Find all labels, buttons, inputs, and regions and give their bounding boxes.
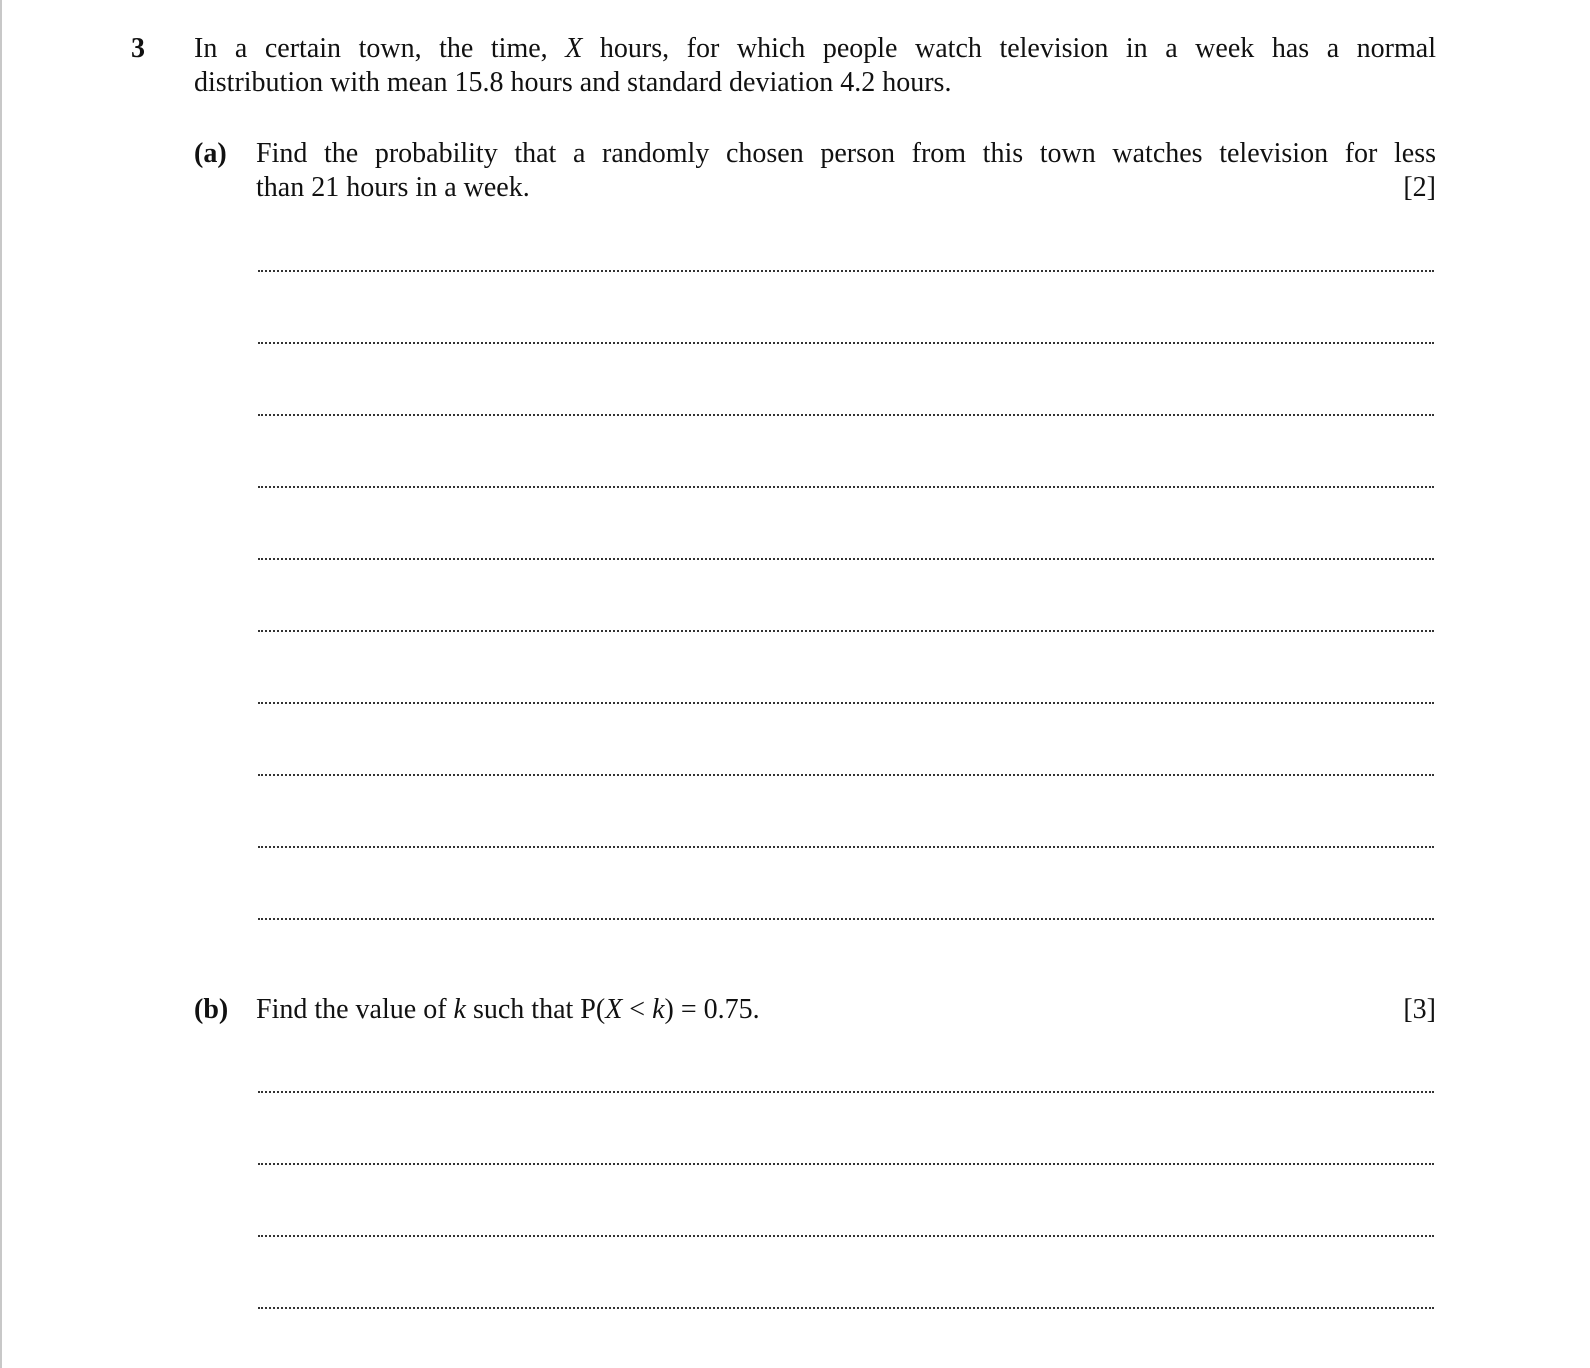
part-a-text [256, 137, 1436, 205]
stem-line-2: distribution with mean 15.8 hours and standard deviation 4.2 hours. [194, 67, 952, 98]
variable-k: k [453, 994, 466, 1025]
answer-line-a-1[interactable] [258, 270, 1434, 272]
part-b-label: (b) [194, 994, 229, 1025]
answer-line-b-2[interactable] [258, 1163, 1434, 1165]
answer-line-b-3[interactable] [258, 1235, 1434, 1237]
part-b-marks: [3] [1403, 994, 1436, 1025]
answer-line-b-4[interactable] [258, 1307, 1434, 1309]
answer-line-a-10[interactable] [258, 918, 1434, 920]
part-a-label: (a) [194, 138, 227, 169]
question-stem [194, 32, 1436, 100]
answer-line-b-1[interactable] [258, 1091, 1434, 1093]
part-a-marks: [2] [1403, 172, 1436, 203]
variable-x: X [565, 33, 583, 64]
part-a-line-1: Find the probability that a randomly chosen person from this town watches television for less [256, 138, 1436, 169]
answer-line-a-4[interactable] [258, 486, 1434, 488]
stem-line-1: In a certain town, the time, X hours, for which people watch television in a week has a normal [194, 33, 1436, 64]
question-number: 3 [131, 33, 145, 64]
answer-line-a-7[interactable] [258, 702, 1434, 704]
variable-k: k [652, 994, 665, 1025]
answer-line-a-2[interactable] [258, 342, 1434, 344]
part-b-text: Find the value of k such that P(X < k) = 0.75. [256, 994, 760, 1025]
part-a-line-2: than 21 hours in a week. [256, 172, 530, 203]
answer-line-a-6[interactable] [258, 630, 1434, 632]
answer-line-a-9[interactable] [258, 846, 1434, 848]
answer-line-a-8[interactable] [258, 774, 1434, 776]
answer-line-a-3[interactable] [258, 414, 1434, 416]
answer-line-a-5[interactable] [258, 558, 1434, 560]
variable-x: X [605, 994, 623, 1025]
page-left-border [0, 0, 2, 1368]
